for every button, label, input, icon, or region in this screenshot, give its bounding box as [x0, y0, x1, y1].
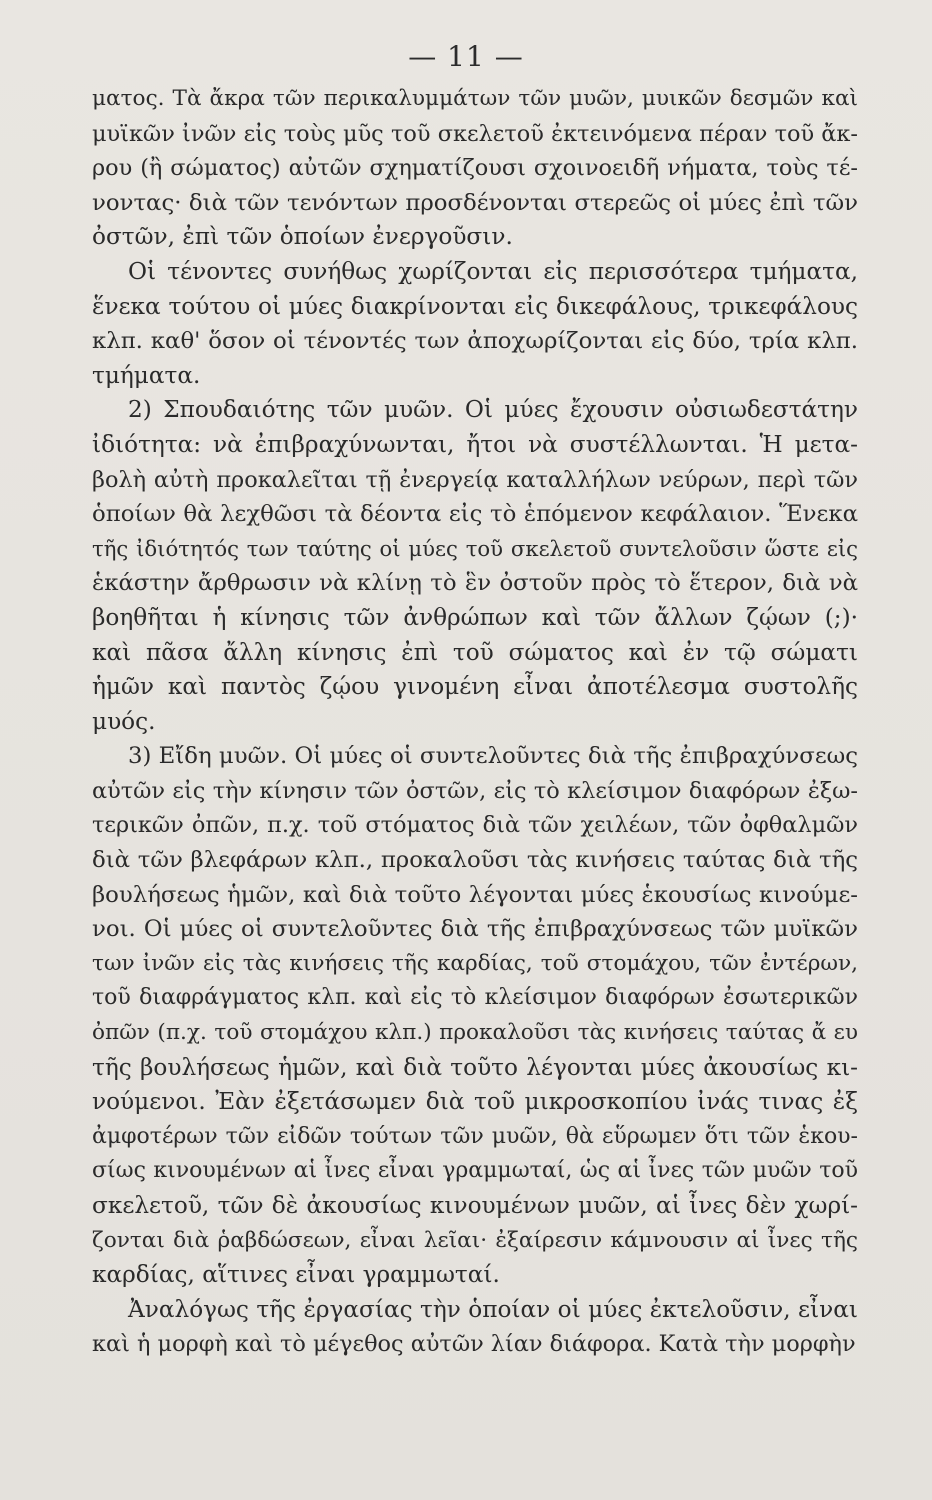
- text-line: νοι. Οἱ μύες οἱ συντελοῦντες διὰ τῆς ἐπιβραχύνσεως τῶν μυϊκῶν: [92, 916, 858, 943]
- text-line: διὰ τῶν βλεφάρων κλπ., προκαλοῦσι τὰς κινήσεις ταύτας διὰ τῆς: [92, 847, 858, 874]
- text-line: τερικῶν ὀπῶν, π.χ. τοῦ στόματος διὰ τῶν χειλέων, τῶν ὀφθαλμῶν: [92, 812, 858, 839]
- text-line: Ἀναλόγως τῆς ἐργασίας τὴν ὁποίαν οἱ μύες ἐκτελοῦσιν, εἶναι: [128, 1295, 858, 1323]
- text-line: ἑκάστην ἄρθρωσιν νὰ κλίνῃ τὸ ἓν ὀστοῦν πρὸς τὸ ἕτερον, διὰ νὰ: [92, 570, 858, 597]
- text-line: κλπ. καθ' ὅσον οἱ τένοντές των ἀποχωρίζονται εἰς δύο, τρία κλπ.: [92, 328, 858, 355]
- text-line: ὁποίων θὰ λεχθῶσι τὰ δέοντα εἰς τὸ ἑπόμενον κεφάλαιον. Ἕνεκα: [92, 501, 858, 528]
- text-line: μυός.: [92, 707, 156, 735]
- text-line: μυϊκῶν ἰνῶν εἰς τοὺς μῦς τοῦ σκελετοῦ ἐκτεινόμενα πέραν τοῦ ἄκ-: [92, 120, 858, 147]
- text-line: 2) Σπουδαιότης τῶν μυῶν. Οἱ μύες ἔχουσιν οὐσιωδεστάτην: [128, 396, 858, 424]
- text-line: νούμενοι. Ἐὰν ἐξετάσωμεν διὰ τοῦ μικροσκοπίου ἰνάς τινας ἐξ: [92, 1088, 858, 1116]
- text-line: τῆς ἰδιότητός των ταύτης οἱ μύες τοῦ σκελετοῦ συντελοῦσιν ὥστε εἰς: [92, 535, 858, 561]
- text-line: σίως κινουμένων αἱ ἶνες εἶναι γραμμωταί, ὡς αἱ ἶνες τῶν μυῶν τοῦ: [92, 1158, 858, 1184]
- text-line: ὀπῶν (π.χ. τοῦ στομάχου κλπ.) προκαλοῦσι τὰς κινήσεις ταύτας ἄ ευ: [92, 1020, 858, 1046]
- text-line: ρου (ἢ σώματος) αὐτῶν σχηματίζουσι σχοινοειδῆ νήματα, τοὺς τέ-: [92, 155, 858, 182]
- text-line: ὀστῶν, ἐπὶ τῶν ὁποίων ἐνεργοῦσιν.: [92, 223, 513, 251]
- text-line: αὐτῶν εἰς τὴν κίνησιν τῶν ὀστῶν, εἰς τὸ κλείσιμον διαφόρων ἐξω-: [92, 777, 858, 804]
- text-line: νοντας· διὰ τῶν τενόντων προσδένονται στερεῶς οἱ μύες ἐπὶ τῶν: [92, 189, 858, 216]
- text-line: καὶ πᾶσα ἄλλη κίνησις ἐπὶ τοῦ σώματος καὶ ἐν τῷ σώματι: [92, 638, 858, 666]
- text-line: των ἰνῶν εἰς τὰς κινήσεις τῆς καρδίας, τοῦ στομάχου, τῶν ἐντέρων,: [92, 950, 858, 976]
- text-line: ἰδιότητα: νὰ ἐπιβραχύνωνται, ἤτοι νὰ συστέλλωνται. Ἡ μετα-: [92, 430, 858, 458]
- text-line: βοηθῆται ἡ κίνησις τῶν ἀνθρώπων καὶ τῶν ἄλλων ζῴων (;)·: [92, 603, 858, 631]
- text-line: τοῦ διαφράγματος κλπ. καὶ εἰς τὸ κλείσιμον διαφόρων ἐσωτερικῶν: [92, 985, 858, 1011]
- text-line: βολὴ αὐτὴ προκαλεῖται τῇ ἐνεργείᾳ καταλλήλων νεύρων, περὶ τῶν: [92, 466, 858, 493]
- text-line: ματος. Τὰ ἄκρα τῶν περικαλυμμάτων τῶν μυῶν, μυικῶν δεσμῶν καὶ: [92, 86, 858, 111]
- page-number: — 11 —: [408, 40, 524, 73]
- text-line: βουλήσεως ἡμῶν, καὶ διὰ τοῦτο λέγονται μύες ἑκουσίως κινούμε-: [92, 881, 858, 908]
- body-text: [92, 82, 858, 1362]
- text-line: καρδίας, αἵτινες εἶναι γραμμωταί.: [92, 1261, 500, 1289]
- text-line: ἀμφοτέρων τῶν εἰδῶν τούτων τῶν μυῶν, θὰ εὕρωμεν ὅτι τῶν ἑκου-: [92, 1123, 858, 1149]
- text-line: ζονται διὰ ῥαβδώσεων, εἶναι λεῖαι· ἐξαίρεσιν κάμνουσιν αἱ ἶνες τῆς: [92, 1227, 858, 1253]
- text-line: σκελετοῦ, τῶν δὲ ἀκουσίως κινουμένων μυῶν, αἱ ἶνες δὲν χωρί-: [92, 1192, 858, 1219]
- text-line: τμήματα.: [92, 361, 201, 389]
- text-line: 3) Εἴδη μυῶν. Οἱ μύες οἱ συντελοῦντες διὰ τῆς ἐπιβραχύνσεως: [128, 743, 858, 770]
- text-line: ἕνεκα τούτου οἱ μύες διακρίνονται εἰς δικεφάλους, τρικεφάλους: [92, 292, 858, 320]
- text-line: τῆς βουλήσεως ἡμῶν, καὶ διὰ τοῦτο λέγονται μύες ἀκουσίως κι-: [92, 1053, 858, 1081]
- text-line: Οἱ τένοντες συνήθως χωρίζονται εἰς περισσότερα τμήματα,: [128, 257, 858, 285]
- text-line: ἡμῶν καὶ παντὸς ζῴου γινομένη εἶναι ἀποτέλεσμα συστολῆς: [92, 673, 858, 701]
- text-line: καὶ ἡ μορφὴ καὶ τὸ μέγεθος αὐτῶν λίαν διάφορα. Κατὰ τὴν μορφὴν: [92, 1331, 856, 1358]
